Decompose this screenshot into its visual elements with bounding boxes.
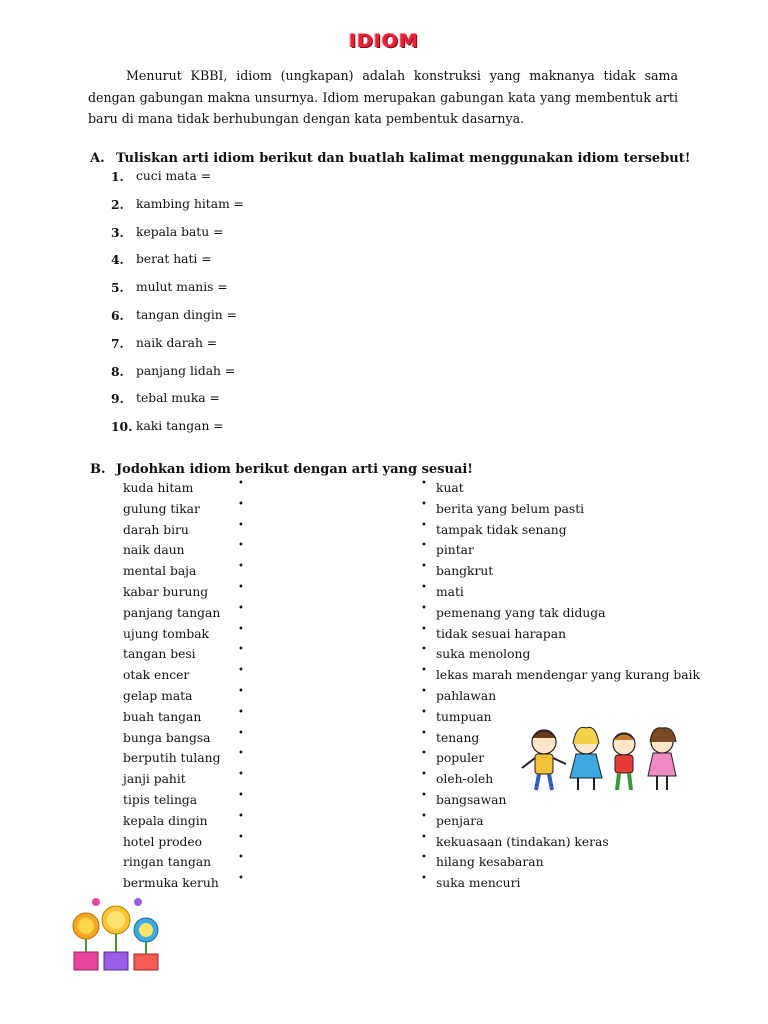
matching-list: [0, 478, 768, 897]
bullet-right: •: [421, 665, 427, 677]
bullet-right: •: [421, 706, 427, 718]
section-a-heading: [90, 151, 690, 166]
list-item: [111, 280, 244, 308]
bullet-right: •: [421, 540, 427, 552]
idiom-item: hotel prodeo: [123, 834, 203, 849]
bullet-left: •: [238, 685, 244, 697]
bullet-right: •: [421, 685, 427, 697]
match-row: [0, 789, 768, 814]
meaning-item: suka mencuri: [436, 876, 521, 891]
idiom-item: kuda hitam: [123, 481, 194, 495]
list-item: [111, 169, 244, 197]
meaning-item: bangkrut: [436, 564, 494, 579]
bullet-left: •: [238, 623, 244, 635]
list-item: [111, 336, 244, 364]
bullet-left: •: [238, 561, 244, 573]
match-row: [0, 602, 768, 627]
item-number: 8.: [111, 363, 124, 379]
item-number: 10.: [111, 419, 133, 435]
bullet-right: •: [421, 478, 427, 489]
idiom-item: ringan tangan: [123, 855, 212, 870]
list-item: [111, 197, 244, 225]
list-item: [111, 364, 244, 392]
bullet-left: •: [238, 581, 244, 593]
meaning-item: bangsawan: [436, 792, 507, 807]
item-text: naik darah =: [136, 335, 218, 350]
match-row: [0, 685, 768, 710]
meaning-item: pintar: [436, 543, 474, 558]
bullet-right: •: [421, 519, 427, 531]
section-b-letter: B.: [90, 462, 106, 477]
intro-paragraph: Menurut KBBI, idiom (ungkapan) adalah konstruksi yang maknanya tidak sama dengan gabungan makna unsurnya. Idiom merupakan gabungan kata yang membentuk arti baru di mana tidak berhubungan dengan kata pembentuk dasarnya.: [88, 68, 678, 126]
bullet-left: •: [238, 810, 244, 822]
item-text: panjang lidah =: [136, 363, 236, 378]
idiom-item: gelap mata: [123, 688, 193, 703]
bullet-left: •: [238, 789, 244, 801]
idiom-item: panjang tangan: [123, 605, 221, 620]
item-number: 4.: [111, 252, 124, 268]
idiom-item: ujung tombak: [123, 626, 210, 641]
match-row: [0, 581, 768, 606]
bullet-right: •: [421, 810, 427, 822]
section-a-letter: A.: [90, 151, 105, 166]
bullet-left: •: [238, 769, 244, 781]
bullet-right: •: [421, 623, 427, 635]
list-item: [111, 391, 244, 419]
idiom-item: naik daun: [123, 543, 185, 558]
item-text: kepala batu =: [136, 224, 224, 239]
list-item: [111, 252, 244, 280]
idiom-item: bermuka keruh: [123, 876, 219, 891]
flower-pots-illustration-icon: [66, 894, 166, 982]
bullet-right: •: [421, 581, 427, 593]
bullet-right: •: [421, 498, 427, 510]
match-row: [0, 623, 768, 648]
bullet-left: •: [238, 498, 244, 510]
idiom-item: kabar burung: [123, 584, 209, 599]
match-row: [0, 561, 768, 585]
match-row: [0, 810, 768, 835]
meaning-item: suka menolong: [436, 647, 531, 662]
idiom-item: janji pahit: [123, 772, 186, 787]
bullet-right: •: [421, 727, 427, 739]
list-item: [111, 419, 244, 447]
meaning-item: pahlawan: [436, 688, 497, 703]
item-number: 5.: [111, 280, 124, 296]
bullet-left: •: [238, 831, 244, 843]
idiom-item: tipis telinga: [123, 792, 198, 807]
idiom-item: otak encer: [123, 668, 190, 683]
bullet-right: •: [421, 873, 427, 885]
bullet-left: •: [238, 727, 244, 739]
item-number: 1.: [111, 169, 124, 184]
bullet-left: •: [238, 873, 244, 885]
match-row: [0, 519, 768, 544]
idiom-item: buah tangan: [123, 709, 202, 724]
meaning-item: kekuasaan (tindakan) keras: [436, 834, 609, 849]
section-b-heading: [90, 462, 473, 477]
page-title: IDIOM: [349, 30, 419, 52]
bullet-right: •: [421, 748, 427, 760]
match-row: [0, 478, 768, 502]
bullet-left: •: [238, 602, 244, 614]
meaning-item: populer: [436, 751, 485, 766]
item-number: 2.: [111, 196, 124, 212]
bullet-left: •: [238, 540, 244, 552]
meaning-item: pemenang yang tak diduga: [436, 605, 606, 620]
meaning-item: tumpuan: [436, 709, 492, 724]
item-number: 3.: [111, 224, 124, 240]
meaning-item: tenang: [436, 730, 480, 745]
meaning-item: mati: [436, 584, 464, 599]
bullet-right: •: [421, 602, 427, 614]
idiom-item: berputih tulang: [123, 751, 221, 766]
match-row: [0, 540, 768, 564]
meaning-item: hilang kesabaran: [436, 855, 544, 870]
section-a-list: [111, 169, 244, 447]
bullet-right: •: [421, 831, 427, 843]
meaning-item: tidak sesuai harapan: [436, 626, 567, 641]
bullet-right: •: [421, 769, 427, 781]
bullet-right: •: [421, 644, 427, 656]
bullet-right: •: [421, 789, 427, 801]
meaning-item: berita yang belum pasti: [436, 501, 585, 516]
meaning-item: penjara: [436, 813, 484, 828]
list-item: [111, 225, 244, 253]
bullet-left: •: [238, 644, 244, 656]
idiom-item: tangan besi: [123, 647, 196, 662]
match-row: [0, 852, 768, 876]
idiom-item: gulung tikar: [123, 501, 200, 516]
idiom-item: mental baja: [123, 564, 197, 579]
item-number: 9.: [111, 391, 124, 407]
list-item: [111, 308, 244, 336]
match-row: [0, 665, 768, 689]
meaning-item: tampak tidak senang: [436, 522, 567, 537]
bullet-left: •: [238, 665, 244, 677]
bullet-left: •: [238, 748, 244, 760]
match-row: [0, 831, 768, 856]
meaning-item: lekas marah mendengar yang kurang baik: [436, 668, 701, 683]
section-a-title: Tuliskan arti idiom berikut dan buatlah kalimat menggunakan idiom tersebut!: [116, 151, 691, 166]
idiom-item: bunga bangsa: [123, 730, 211, 745]
item-text: kaki tangan =: [136, 419, 224, 434]
item-text: tebal muka =: [136, 391, 220, 406]
item-text: cuci mata =: [136, 169, 212, 183]
children-illustration-icon: [516, 722, 686, 794]
idiom-item: darah biru: [123, 522, 189, 537]
bullet-right: •: [421, 852, 427, 864]
meaning-item: kuat: [436, 481, 464, 495]
meaning-item: oleh-oleh: [436, 772, 494, 787]
match-row: [0, 498, 768, 523]
item-text: mulut manis =: [136, 280, 228, 295]
item-text: tangan dingin =: [136, 307, 237, 322]
bullet-left: •: [238, 519, 244, 531]
bullet-left: •: [238, 706, 244, 718]
bullet-left: •: [238, 478, 244, 489]
idiom-item: kepala dingin: [123, 813, 208, 828]
item-text: berat hati =: [136, 252, 212, 267]
bullet-right: •: [421, 561, 427, 573]
section-b-title: Jodohkan idiom berikut dengan arti yang sesuai!: [116, 462, 474, 477]
item-number: 6.: [111, 307, 124, 323]
item-number: 7.: [111, 335, 124, 351]
match-row: [0, 644, 768, 668]
bullet-left: •: [238, 852, 244, 864]
item-text: kambing hitam =: [136, 196, 244, 211]
